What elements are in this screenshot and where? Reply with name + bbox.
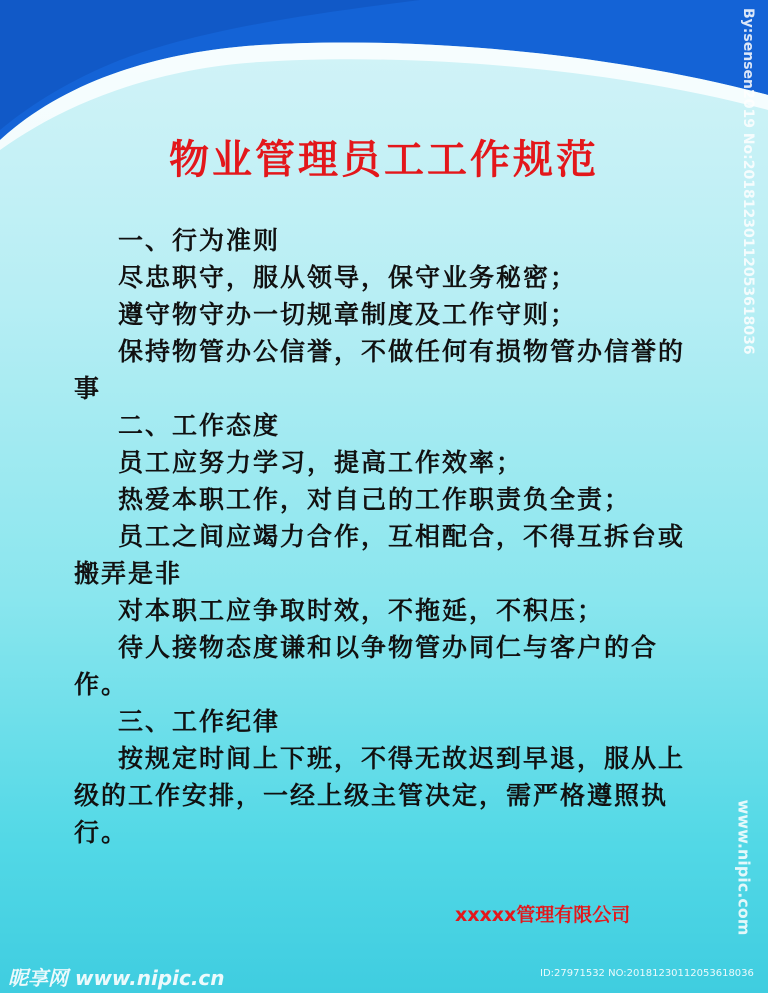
watermark-logo-text: 昵享网 www.nipic.cn bbox=[8, 966, 225, 990]
paragraph: 员工应努力学习，提高工作效率； bbox=[118, 448, 524, 477]
paragraph: 待人接物态度谦和以争物管办同仁与客户的合作。 bbox=[74, 633, 659, 699]
paragraph: 保持物管办公信誉，不做任何有损物管办信誉的事 bbox=[74, 337, 686, 403]
section-heading: 一、行为准则 bbox=[118, 226, 281, 255]
page-title: 物业管理员工工作规范 bbox=[169, 137, 599, 183]
paragraph: 尽忠职守，服从领导，保守业务秘密； bbox=[118, 263, 578, 292]
paragraph: 对本职工应争取时效，不拖延，不积压； bbox=[118, 596, 605, 625]
paragraph: 员工之间应竭力合作，互相配合，不得互拆台或搬弄是非 bbox=[74, 522, 686, 588]
watermark-side-text: By:sensen2019 No:20181230112053618036 bbox=[740, 8, 756, 355]
watermark-site-text: www.nipic.com bbox=[734, 799, 754, 936]
paragraph: 热爱本职工作，对自己的工作职责负全责； bbox=[118, 485, 632, 514]
paragraph: 遵守物守办一切规章制度及工作守则； bbox=[118, 300, 578, 329]
company-name: xxxxx管理有限公司 bbox=[455, 904, 631, 926]
section-heading: 二、工作态度 bbox=[118, 411, 281, 440]
section-heading: 三、工作纪律 bbox=[118, 707, 281, 736]
document-body bbox=[74, 222, 702, 851]
paragraph: 按规定时间上下班，不得无故迟到早退，服从上级的工作安排，一经上级主管决定，需严格遵照执行。 bbox=[74, 744, 686, 847]
watermark-id-text: ID:27971532 NO:20181230112053618036 bbox=[540, 968, 754, 979]
